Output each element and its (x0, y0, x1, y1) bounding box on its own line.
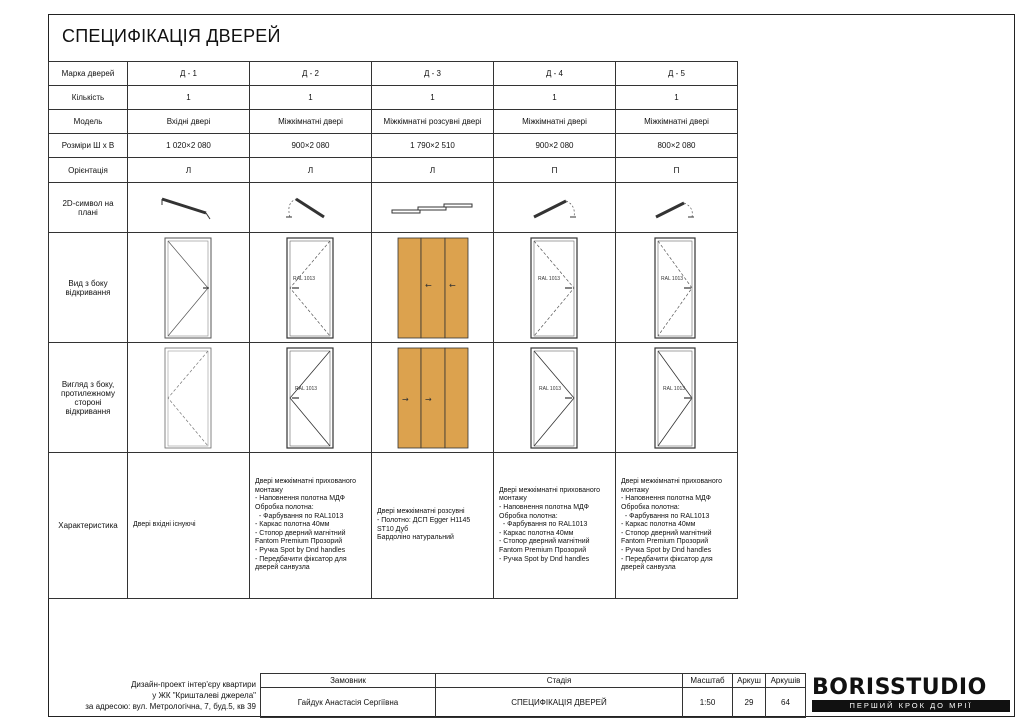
arrow-left-icon: ← (448, 280, 456, 290)
elevation-d1-opposite (128, 343, 250, 453)
cell-count: 1 (372, 86, 494, 110)
project-line: за адресою: вул. Метрологічна, 7, буд.5, кв 39 (85, 702, 256, 711)
project-line: Дизайн-проект інтер'єру квартири (130, 680, 256, 689)
row-label-size: Розміри Ш х В (49, 134, 128, 158)
elevation-d4-opposite (494, 343, 616, 453)
sliding-door-elevation-icon (393, 236, 473, 340)
elevation-d1-open (128, 233, 250, 343)
door-elevation-icon (649, 236, 705, 340)
cell-mark: Д - 4 (494, 62, 616, 86)
cell-model: Міжкімнатні двері (616, 110, 738, 134)
studio-logo (805, 673, 1015, 717)
cell-count: 1 (250, 86, 372, 110)
row-size (49, 134, 738, 158)
project-address (48, 673, 260, 717)
elevation-d3-open (372, 233, 494, 343)
door-elevation-icon (649, 346, 705, 450)
cell-model: Міжкімнатні двері (250, 110, 372, 134)
cell-mark: Д - 2 (250, 62, 372, 86)
plan-symbol-d1 (128, 183, 250, 233)
cell-size: 1 790×2 510 (372, 134, 494, 158)
row-label-mark: Марка дверей (49, 62, 128, 86)
stage-label: Стадія (436, 674, 683, 688)
row-characteristics (49, 453, 738, 599)
sliding-door-elevation-icon (393, 346, 473, 450)
arrow-right-icon: → (401, 394, 409, 404)
ral-label: RAL 1013 (660, 275, 683, 282)
row-view-open (49, 233, 738, 343)
plan-door-left-icon (276, 193, 346, 223)
cell-orient: Л (372, 158, 494, 183)
row-label-characteristics: Характеристика (49, 453, 128, 599)
door-elevation-icon (281, 236, 341, 340)
cell-count: 1 (494, 86, 616, 110)
cell-mark: Д - 5 (616, 62, 738, 86)
cell-description (494, 453, 616, 599)
cell-orient: Л (250, 158, 372, 183)
plan-symbol-d2 (250, 183, 372, 233)
cell-count: 1 (128, 86, 250, 110)
description-text: Двері межкімнатні прихованого монтажу - Наповнення полотна МДФ Обробка полотна: - Фарбування по RAL1013 - Каркас полотна 40мм - Стопор дверний магнітний Fantom Premium Прозорий - Ручка Spot by Dnd handles (499, 486, 601, 563)
project-line: у ЖК "Кришталеві джерела" (152, 691, 256, 700)
plan-door-left-icon (154, 193, 224, 223)
description-text: Двері вхідні існуючі (133, 521, 196, 529)
row-label-view-open: Вид з боку відкривання (49, 233, 128, 343)
cell-mark: Д - 1 (128, 62, 250, 86)
title-block (48, 673, 1015, 717)
cell-orient: Л (128, 158, 250, 183)
arrow-right-icon: → (424, 394, 432, 404)
elevation-d2-open (250, 233, 372, 343)
door-elevation-icon (159, 346, 219, 450)
cell-size: 900×2 080 (494, 134, 616, 158)
cell-size: 800×2 080 (616, 134, 738, 158)
door-spec-table (48, 61, 738, 599)
ral-label: RAL 1013 (662, 385, 685, 392)
ral-label: RAL 1013 (537, 275, 560, 282)
page-title: СПЕЦИФІКАЦІЯ ДВЕРЕЙ (62, 26, 281, 46)
row-orient (49, 158, 738, 183)
scale-value: 1:50 (683, 688, 733, 718)
plan-symbol-d3 (372, 183, 494, 233)
cell-mark: Д - 3 (372, 62, 494, 86)
cell-description (250, 453, 372, 599)
row-count (49, 86, 738, 110)
ral-label: RAL 1013 (292, 275, 315, 282)
row-label-model: Модель (49, 110, 128, 134)
door-elevation-icon (525, 236, 585, 340)
door-elevation-icon (159, 236, 219, 340)
description-text: Двері межкімнатні прихованого монтажу - Наповнення полотна МДФ Обробка полотна: - Фарбування по RAL1013 - Каркас полотна 40мм - Стопор дверний магнітний Fantom Premium Прозорий - Ручка Spot by Dnd handles - Передбачити фіксатор для дверей санвузла (255, 478, 357, 572)
title-block-grid (260, 673, 806, 718)
client-value: Гайдук Анастасія Сергіївна (261, 688, 436, 718)
plan-door-right-icon (520, 193, 590, 223)
sheets-label: Аркушів (766, 674, 806, 688)
cell-orient: П (494, 158, 616, 183)
cell-description (372, 453, 494, 599)
plan-symbol-d5 (616, 183, 738, 233)
sheet-label: Аркуш (733, 674, 766, 688)
description-text: Двері межкімнатні прихованого монтажу - Наповнення полотна МДФ Обробка полотна: - Фарбування по RAL1013 - Каркас полотна 40мм - Стопор дверний магнітний Fantom Premium Прозорий - Ручка Spot by Dnd handles - Передбачити фіксатор для дверей санвузла (621, 478, 723, 572)
client-label: Замовник (261, 674, 436, 688)
scale-label: Масштаб (683, 674, 733, 688)
cell-description (128, 453, 250, 599)
description-text: Двері межкімнатні розсувні - Полотно: ДСП Egger H1145 ST10 Дуб Бардоліно натуральний (377, 508, 471, 542)
plan-sliding-door-icon (388, 193, 478, 223)
row-symbol (49, 183, 738, 233)
sheets-value: 64 (766, 688, 806, 718)
door-elevation-icon (525, 346, 585, 450)
plan-door-right-icon (642, 193, 712, 223)
ral-label: RAL 1013 (538, 385, 561, 392)
cell-size: 1 020×2 080 (128, 134, 250, 158)
elevation-d5-open (616, 233, 738, 343)
row-label-count: Кількість (49, 86, 128, 110)
elevation-d5-opposite (616, 343, 738, 453)
cell-size: 900×2 080 (250, 134, 372, 158)
stage-value: СПЕЦИФІКАЦІЯ ДВЕРЕЙ (436, 688, 683, 718)
cell-orient: П (616, 158, 738, 183)
logo-name: BORISSTUDIO (812, 675, 987, 700)
elevation-d4-open (494, 233, 616, 343)
cell-description (616, 453, 738, 599)
cell-count: 1 (616, 86, 738, 110)
cell-model: Міжкімнатні двері (494, 110, 616, 134)
logo-tagline: ПЕРШИЙ КРОК ДО МРІЇ (812, 700, 1010, 712)
row-view-opposite (49, 343, 738, 453)
ral-label: RAL 1013 (294, 385, 317, 392)
row-label-symbol: 2D-символ на плані (49, 183, 128, 233)
elevation-d3-opposite (372, 343, 494, 453)
cell-model: Міжкімнатні розсувні двері (372, 110, 494, 134)
row-mark (49, 62, 738, 86)
door-elevation-icon (281, 346, 341, 450)
row-model (49, 110, 738, 134)
cell-model: Вхідні двері (128, 110, 250, 134)
row-label-orient: Орієнтація (49, 158, 128, 183)
sheet-value: 29 (733, 688, 766, 718)
plan-symbol-d4 (494, 183, 616, 233)
row-label-view-opposite: Вигляд з боку, протилежному стороні відкривання (49, 343, 128, 453)
arrow-left-icon: ← (424, 280, 432, 290)
elevation-d2-opposite (250, 343, 372, 453)
